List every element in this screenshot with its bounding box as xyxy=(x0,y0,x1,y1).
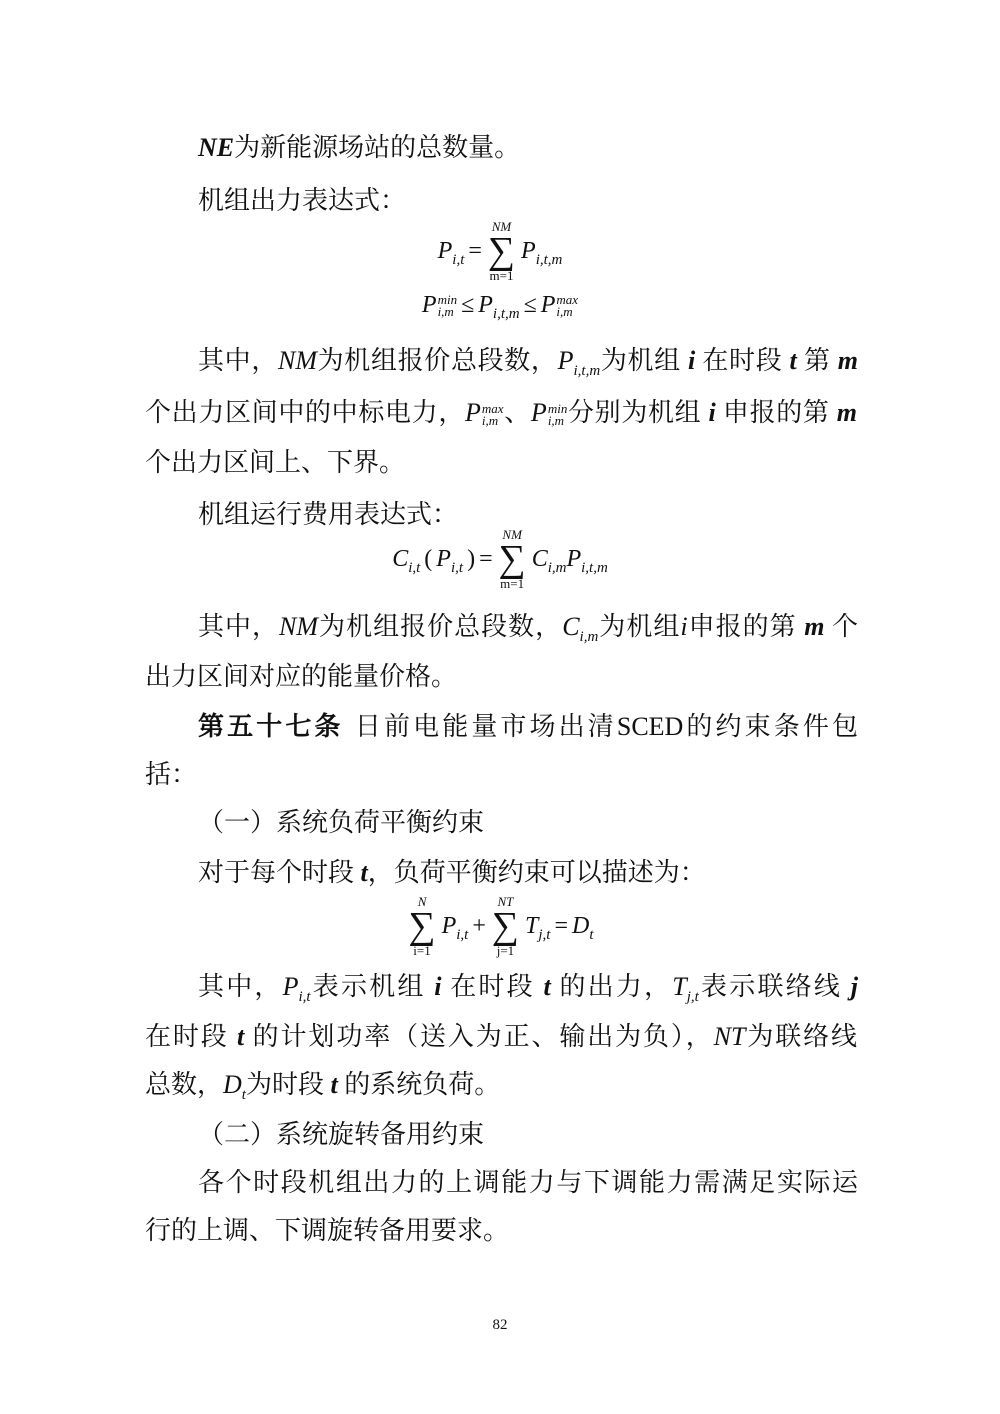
text-run: 分别为机组 xyxy=(567,398,702,428)
math-op: = xyxy=(479,545,493,572)
text-line xyxy=(198,184,858,218)
math-op: + xyxy=(472,912,486,939)
math-sub: i,t xyxy=(450,559,464,576)
math-var: t xyxy=(330,1070,338,1099)
math-var: NM xyxy=(277,346,317,375)
text-run: 机组运行费用表达式： xyxy=(198,500,459,530)
article-heading: 第五十七条 xyxy=(198,712,344,742)
text-run: 个出力区间中的中标电力， xyxy=(145,398,466,428)
math-var: P xyxy=(436,545,451,572)
math-sub: i,t xyxy=(452,251,465,268)
text-run: 申报的第 xyxy=(722,398,830,428)
math-var: t xyxy=(543,972,551,1001)
text-line xyxy=(145,660,857,694)
math-op: ≤ xyxy=(523,292,537,318)
equation-output-bounds xyxy=(0,292,1000,322)
math-var: m xyxy=(837,346,859,375)
math-op: ≤ xyxy=(461,292,475,318)
text-run: 在时段 xyxy=(450,972,535,1002)
article-heading-line xyxy=(198,710,858,744)
math-var: j xyxy=(850,972,858,1001)
math-var: D xyxy=(571,912,590,939)
math-var: P xyxy=(566,545,582,572)
text-run: 日前电能量市场出清 xyxy=(354,712,617,742)
math-var: P xyxy=(441,912,457,939)
text-line xyxy=(198,1166,858,1200)
sum-lower: j=1 xyxy=(496,943,515,958)
text-run: 个出力区间上、下界。 xyxy=(145,448,406,478)
math-var: P xyxy=(530,398,547,427)
text-run: 对于每个时段 xyxy=(198,858,355,888)
math-var: t xyxy=(237,1022,245,1051)
math-var: i xyxy=(434,972,442,1001)
math-sub: t xyxy=(589,926,594,943)
math-sub: i,t xyxy=(298,989,311,1006)
text-run: 表示机组 xyxy=(310,972,426,1002)
math-sup: min xyxy=(437,292,458,308)
math-paren: ( xyxy=(424,545,433,572)
section-heading xyxy=(198,806,858,840)
math-sup: max xyxy=(481,401,504,417)
math-var: C xyxy=(531,545,548,572)
math-sub: i,m xyxy=(556,304,573,320)
text-line xyxy=(198,131,858,165)
text-line xyxy=(198,856,858,890)
text-run: 其中， xyxy=(198,612,280,642)
math-var: m xyxy=(836,398,857,427)
math-var: i xyxy=(687,346,696,375)
math-sub: i,t,m xyxy=(492,305,520,322)
text-run: 总数， xyxy=(145,1070,224,1100)
text-line xyxy=(145,396,857,430)
text-line xyxy=(145,758,857,792)
sum-upper: NT xyxy=(497,894,514,909)
text-run: 出力区间对应的能量价格。 xyxy=(145,662,458,692)
math-sub: i,t,m xyxy=(573,363,601,380)
math-var: C xyxy=(392,545,409,572)
text-run: 的出力， xyxy=(559,972,673,1002)
text-run: 为联络线 xyxy=(745,1022,857,1052)
sigma-glyph: ∑ xyxy=(491,905,519,947)
text-run: 申报的第 xyxy=(687,612,797,642)
text-line xyxy=(145,1068,857,1102)
equation-output-sum xyxy=(0,220,1000,282)
text-run: 的约束条件包 xyxy=(683,712,858,742)
math-sub: i,m xyxy=(547,413,565,429)
text-run: 括： xyxy=(145,760,198,790)
text-run: 机组出力表达式： xyxy=(198,186,407,216)
math-sub: j,t xyxy=(538,926,551,943)
text-line xyxy=(198,610,858,644)
math-var: D xyxy=(223,1070,242,1099)
math-var: C xyxy=(562,612,580,641)
math-sub: i,t xyxy=(456,926,469,943)
math-paren: ) xyxy=(467,545,476,572)
math-var: P xyxy=(421,292,437,318)
math-var: NM xyxy=(279,612,319,641)
text-run: 为机组 xyxy=(600,346,681,376)
text-run: 其中， xyxy=(198,346,278,376)
text-line xyxy=(145,1020,857,1054)
text-line xyxy=(198,498,858,532)
math-var: i xyxy=(680,612,688,641)
sum-lower: i=1 xyxy=(413,943,431,958)
math-var: P xyxy=(521,237,536,264)
math-sub: i,m xyxy=(579,629,599,646)
math-var: P xyxy=(540,292,556,318)
equation-cost xyxy=(0,528,1000,590)
math-var: T xyxy=(672,972,687,1001)
text-run: 各个时段机组出力的上调能力与下调能力需满足实际运 xyxy=(198,1168,858,1198)
text-run: 其中， xyxy=(198,972,283,1002)
math-op: = xyxy=(468,237,482,264)
math-sup: max xyxy=(556,292,579,308)
text-run: 在时段 xyxy=(702,346,783,376)
math-sub: i,t,m xyxy=(535,251,563,268)
sigma-glyph: ∑ xyxy=(498,538,526,580)
sum-upper: NM xyxy=(491,219,512,234)
text-run: （一）系统负荷平衡约束 xyxy=(198,808,485,838)
math-sub: i,t,m xyxy=(581,559,608,576)
sum-lower: m=1 xyxy=(489,268,514,283)
text-run: ，负荷平衡约束可以描述为： xyxy=(367,858,706,888)
sum-symbol xyxy=(499,528,526,590)
math-var: NE xyxy=(198,133,235,162)
text-run: 为新能源场站的总数量。 xyxy=(234,133,521,163)
math-sub: i,m xyxy=(437,304,454,320)
text-run: （二）系统旋转备用约束 xyxy=(198,1120,485,1150)
math-sub: t xyxy=(241,1087,246,1104)
math-var: P xyxy=(465,398,481,427)
math-sub: i,t xyxy=(408,559,421,576)
sum-upper: N xyxy=(417,894,427,909)
math-var: P xyxy=(478,292,493,318)
sum-symbol xyxy=(488,220,515,282)
text-run: 在时段 xyxy=(145,1022,229,1052)
section-heading xyxy=(198,1118,858,1152)
math-var: t xyxy=(789,346,797,375)
sigma-glyph: ∑ xyxy=(408,905,436,947)
text-run: 为机组报价总段数， xyxy=(318,612,563,642)
sum-symbol xyxy=(492,895,519,957)
sum-upper: NM xyxy=(502,527,522,542)
text-run: 的计划功率（送入为正、输出为负）， xyxy=(252,1022,714,1052)
equation-load-balance xyxy=(0,886,1000,957)
math-var: NT xyxy=(713,1022,746,1051)
text-run: 、 xyxy=(503,398,531,428)
math-var: P xyxy=(437,237,453,264)
math-var: t xyxy=(360,858,368,887)
math-sub: j,t xyxy=(686,989,699,1006)
text-run: 的系统负荷。 xyxy=(344,1070,501,1100)
text-run: 为机组报价总段数， xyxy=(316,346,558,376)
sum-lower: m=1 xyxy=(500,576,525,591)
text-line xyxy=(145,446,857,480)
text-line xyxy=(198,344,858,378)
math-var: T xyxy=(524,912,539,939)
math-sub: i,m xyxy=(481,413,499,429)
math-op: = xyxy=(554,912,568,939)
math-sup: min xyxy=(547,401,568,417)
math-sub: i,m xyxy=(547,559,567,576)
text-run: 为机组 xyxy=(598,612,681,642)
text-run: SCED xyxy=(616,712,684,741)
text-run: 个 xyxy=(831,612,858,642)
sigma-glyph: ∑ xyxy=(487,230,516,272)
page-number: 82 xyxy=(492,1317,508,1333)
text-run: 为时段 xyxy=(245,1070,324,1100)
text-line xyxy=(198,970,858,1004)
math-var: i xyxy=(708,398,716,427)
text-run: 表示联络线 xyxy=(698,972,843,1002)
text-run: 第 xyxy=(803,346,831,376)
text-line xyxy=(145,1214,857,1248)
math-var: P xyxy=(557,346,574,375)
math-var: m xyxy=(804,612,825,641)
sum-symbol xyxy=(408,895,435,957)
text-run: 行的上调、下调旋转备用要求。 xyxy=(145,1216,510,1246)
math-var: P xyxy=(282,972,299,1001)
